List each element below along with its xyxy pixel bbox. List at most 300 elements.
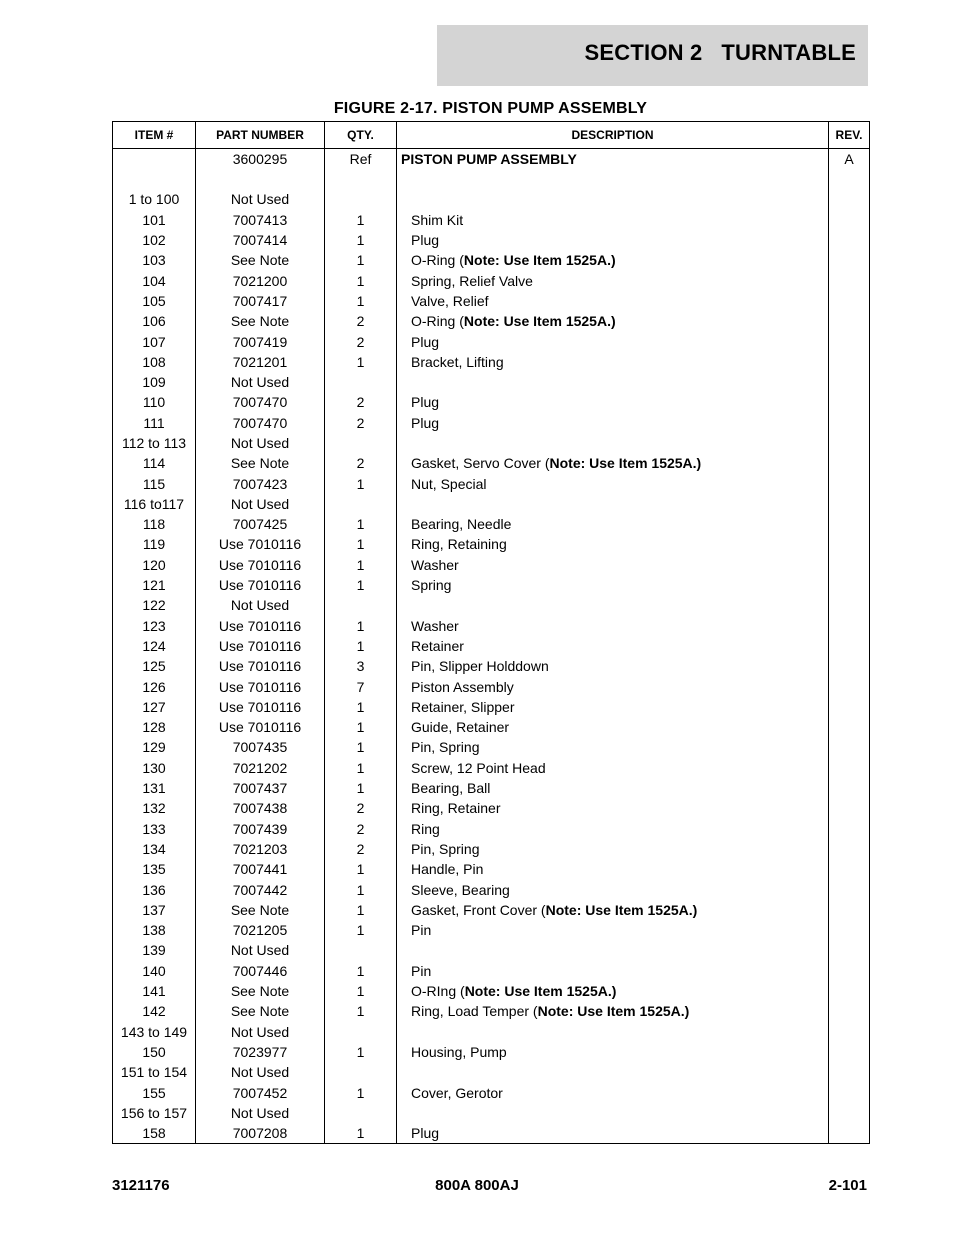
rev-cell [829, 1062, 870, 1082]
table-row [113, 940, 870, 960]
description-text: O-RIng ( [411, 983, 465, 1000]
description-cell [397, 473, 829, 493]
description-text: Ring, Retainer [411, 800, 501, 817]
description-note: Note: Use Item 1525A.) [545, 901, 698, 918]
rev-cell [829, 879, 870, 899]
description-cell [397, 494, 829, 514]
rev-cell [829, 900, 870, 920]
table-row [113, 839, 870, 859]
table-row [113, 595, 870, 615]
part-number-cell: Not Used [196, 1062, 325, 1082]
description-cell [397, 413, 829, 433]
item-cell: 116 to117 [113, 494, 196, 514]
table-row [113, 961, 870, 981]
item-cell: 122 [113, 595, 196, 615]
table-row [113, 737, 870, 757]
qty-cell: 2 [325, 819, 397, 839]
part-number-cell: 7021201 [196, 352, 325, 372]
description-text: Ring [411, 820, 440, 837]
rev-cell [829, 859, 870, 879]
description-text: Pin [411, 962, 432, 979]
description-text: Valve, Relief [411, 292, 489, 309]
description-cell [397, 433, 829, 453]
item-cell: 123 [113, 616, 196, 636]
description-text: Shim Kit [411, 211, 464, 228]
table-row [113, 555, 870, 575]
rev-cell [829, 534, 870, 554]
part-number-cell: Use 7010116 [196, 676, 325, 696]
description-note: Note: Use Item 1525A.) [463, 313, 616, 330]
part-number-cell: Not Used [196, 494, 325, 514]
col-description-header: DESCRIPTION [397, 122, 829, 149]
description-cell [397, 636, 829, 656]
table-row [113, 981, 870, 1001]
item-cell: 125 [113, 656, 196, 676]
rev-cell [829, 575, 870, 595]
rev-cell: A [829, 149, 870, 170]
qty-cell: 2 [325, 453, 397, 473]
item-cell: 111 [113, 413, 196, 433]
table-row [113, 616, 870, 636]
table-header-row [113, 122, 870, 149]
table-row [113, 920, 870, 940]
description-cell [397, 1001, 829, 1021]
part-number-cell: Not Used [196, 433, 325, 453]
item-cell: 106 [113, 311, 196, 331]
rev-cell [829, 189, 870, 209]
description-text: Plug [411, 333, 440, 350]
description-cell [397, 372, 829, 392]
description-cell [397, 961, 829, 981]
table-row [113, 1001, 870, 1021]
table-row [113, 778, 870, 798]
rev-cell [829, 1042, 870, 1062]
description-cell [397, 1123, 829, 1144]
description-text: Ring, Retaining [411, 536, 507, 553]
part-number-cell: 7007208 [196, 1123, 325, 1144]
part-number-cell: 7021203 [196, 839, 325, 859]
part-number-cell: Not Used [196, 1103, 325, 1123]
item-cell: 143 to 149 [113, 1021, 196, 1041]
table-row [113, 900, 870, 920]
description-text: Plug [411, 394, 440, 411]
item-cell: 103 [113, 250, 196, 270]
rev-cell [829, 1103, 870, 1123]
item-cell: 136 [113, 879, 196, 899]
qty-cell [325, 1021, 397, 1041]
description-cell [397, 879, 829, 899]
table-row [113, 210, 870, 230]
description-text: Handle, Pin [411, 861, 484, 878]
part-number-cell: 7007470 [196, 413, 325, 433]
item-cell: 158 [113, 1123, 196, 1144]
part-number-cell: Not Used [196, 189, 325, 209]
description-cell [397, 778, 829, 798]
description-text: Guide, Retainer [411, 719, 510, 736]
item-cell: 110 [113, 392, 196, 412]
description-cell [397, 676, 829, 696]
qty-cell: 2 [325, 331, 397, 351]
rev-cell [829, 291, 870, 311]
qty-cell: 2 [325, 392, 397, 412]
description-cell [397, 859, 829, 879]
rev-cell [829, 839, 870, 859]
rev-cell [829, 656, 870, 676]
description-cell [397, 616, 829, 636]
part-number-cell: Use 7010116 [196, 616, 325, 636]
item-cell: 137 [113, 900, 196, 920]
table-row [113, 1062, 870, 1082]
description-text: O-Ring ( [411, 313, 464, 330]
item-cell: 142 [113, 1001, 196, 1021]
item-cell: 140 [113, 961, 196, 981]
description-cell [397, 392, 829, 412]
part-number-cell: 7007439 [196, 819, 325, 839]
footer-doc-number: 3121176 [112, 1177, 170, 1194]
table-row [113, 534, 870, 554]
footer-page-number: 2-101 [828, 1177, 867, 1194]
rev-cell [829, 1082, 870, 1102]
description-text: Plug [411, 414, 440, 431]
description-text: Pin, Spring [411, 739, 480, 756]
table-row [113, 697, 870, 717]
qty-cell: 1 [325, 555, 397, 575]
description-text: Sleeve, Bearing [411, 881, 510, 898]
item-cell: 129 [113, 737, 196, 757]
part-number-cell: 7007452 [196, 1082, 325, 1102]
description-text: Plug [411, 1125, 440, 1142]
rev-cell [829, 331, 870, 351]
description-cell [397, 839, 829, 859]
description-cell [397, 1082, 829, 1102]
description-note: Note: Use Item 1525A.) [537, 1003, 690, 1020]
item-cell: 150 [113, 1042, 196, 1062]
item-cell: 134 [113, 839, 196, 859]
section-title: SECTION 2 TURNTABLE [584, 40, 856, 65]
col-part-number-header: PART NUMBER [196, 122, 325, 149]
qty-cell: 1 [325, 575, 397, 595]
item-cell: 108 [113, 352, 196, 372]
rev-cell [829, 819, 870, 839]
rev-cell [829, 352, 870, 372]
description-text: Bracket, Lifting [411, 353, 504, 370]
table-row [113, 1123, 870, 1144]
rev-cell [829, 1123, 870, 1144]
item-cell: 101 [113, 210, 196, 230]
rev-cell [829, 473, 870, 493]
part-number-cell: 7007438 [196, 798, 325, 818]
item-cell: 112 to 113 [113, 433, 196, 453]
qty-cell: 1 [325, 717, 397, 737]
qty-cell: 1 [325, 473, 397, 493]
table-row [113, 859, 870, 879]
part-number-cell: 7007446 [196, 961, 325, 981]
footer-model: 800A 800AJ [435, 1177, 519, 1194]
part-number-cell: Use 7010116 [196, 555, 325, 575]
qty-cell: 3 [325, 656, 397, 676]
part-number-cell: 7021202 [196, 758, 325, 778]
qty-cell: 1 [325, 697, 397, 717]
description-cell [397, 453, 829, 473]
part-number-cell: Use 7010116 [196, 656, 325, 676]
description-cell [397, 819, 829, 839]
qty-cell [325, 494, 397, 514]
rev-cell [829, 961, 870, 981]
rev-cell [829, 697, 870, 717]
qty-cell [325, 1103, 397, 1123]
table-row [113, 413, 870, 433]
item-cell: 114 [113, 453, 196, 473]
description-text: Piston Assembly [411, 678, 514, 695]
rev-cell [829, 413, 870, 433]
part-number-cell: 7007425 [196, 514, 325, 534]
description-cell [397, 331, 829, 351]
table-row [113, 798, 870, 818]
part-number-cell: See Note [196, 900, 325, 920]
rev-cell [829, 1001, 870, 1021]
rev-cell [829, 1021, 870, 1041]
table-row [113, 372, 870, 392]
table-row [113, 656, 870, 676]
description-text: Retainer [411, 637, 464, 654]
item-cell: 155 [113, 1082, 196, 1102]
part-number-cell: Not Used [196, 595, 325, 615]
description-cell [397, 900, 829, 920]
qty-cell [325, 372, 397, 392]
qty-cell: 1 [325, 1082, 397, 1102]
description-cell [397, 717, 829, 737]
qty-cell: 1 [325, 1123, 397, 1144]
qty-cell: 7 [325, 676, 397, 696]
table-row [113, 1082, 870, 1102]
qty-cell: 1 [325, 961, 397, 981]
item-cell: 119 [113, 534, 196, 554]
item-cell: 107 [113, 331, 196, 351]
rev-cell [829, 758, 870, 778]
description-cell [397, 737, 829, 757]
rev-cell [829, 210, 870, 230]
rev-cell [829, 453, 870, 473]
part-number-cell: Not Used [196, 372, 325, 392]
item-cell: 131 [113, 778, 196, 798]
col-item-header: ITEM # [113, 122, 196, 149]
rev-cell [829, 737, 870, 757]
qty-cell: 1 [325, 900, 397, 920]
table-row [113, 636, 870, 656]
item-cell: 130 [113, 758, 196, 778]
qty-cell: 1 [325, 981, 397, 1001]
assembly-row [113, 149, 870, 170]
part-number-cell: Not Used [196, 940, 325, 960]
col-qty-header: QTY. [325, 122, 397, 149]
part-number-cell: 7021205 [196, 920, 325, 940]
qty-cell: 1 [325, 778, 397, 798]
item-cell: 121 [113, 575, 196, 595]
part-number-cell: See Note [196, 453, 325, 473]
description-text: Spring, Relief Valve [411, 272, 533, 289]
item-cell: 124 [113, 636, 196, 656]
qty-cell: 1 [325, 920, 397, 940]
qty-cell: 1 [325, 514, 397, 534]
qty-cell: 1 [325, 1001, 397, 1021]
qty-cell: 1 [325, 270, 397, 290]
item-cell: 126 [113, 676, 196, 696]
qty-cell: 1 [325, 534, 397, 554]
description-text: Nut, Special [411, 475, 487, 492]
part-number-cell: 7023977 [196, 1042, 325, 1062]
description-text: Retainer, Slipper [411, 698, 515, 715]
part-number-cell: 7007413 [196, 210, 325, 230]
item-cell: 1 to 100 [113, 189, 196, 209]
table-row [113, 717, 870, 737]
description-cell [397, 697, 829, 717]
description-cell [397, 555, 829, 575]
table-row [113, 291, 870, 311]
description-text: Washer [411, 617, 459, 634]
table-row [113, 758, 870, 778]
rev-cell [829, 778, 870, 798]
description-text: Spring [411, 577, 452, 594]
rev-cell [829, 311, 870, 331]
part-number-cell: Use 7010116 [196, 534, 325, 554]
table-row [113, 514, 870, 534]
description-text: O-Ring ( [411, 252, 464, 269]
rev-cell [829, 270, 870, 290]
item-cell [113, 149, 196, 170]
qty-cell: 1 [325, 291, 397, 311]
part-number-cell: Use 7010116 [196, 636, 325, 656]
description-cell [397, 352, 829, 372]
table-row [113, 1021, 870, 1041]
part-number-cell: Use 7010116 [196, 697, 325, 717]
item-cell: 102 [113, 230, 196, 250]
description-cell [397, 1021, 829, 1041]
qty-cell: 1 [325, 250, 397, 270]
table-row [113, 1042, 870, 1062]
description-cell [397, 798, 829, 818]
description-cell [397, 270, 829, 290]
item-cell: 141 [113, 981, 196, 1001]
part-number-cell: 3600295 [196, 149, 325, 170]
part-number-cell: See Note [196, 250, 325, 270]
rev-cell [829, 433, 870, 453]
description-cell [397, 758, 829, 778]
part-number-cell: 7007435 [196, 737, 325, 757]
qty-cell: 1 [325, 758, 397, 778]
part-number-cell: See Note [196, 981, 325, 1001]
item-cell: 118 [113, 514, 196, 534]
item-cell: 133 [113, 819, 196, 839]
table-row [113, 473, 870, 493]
description-text: Pin [411, 922, 432, 939]
rev-cell [829, 230, 870, 250]
description-text: Pin, Spring [411, 840, 480, 857]
description-text: Washer [411, 556, 459, 573]
description-cell [397, 656, 829, 676]
item-cell: 104 [113, 270, 196, 290]
part-number-cell: 7007423 [196, 473, 325, 493]
table-row [113, 879, 870, 899]
rev-cell [829, 717, 870, 737]
part-number-cell: 7007442 [196, 879, 325, 899]
part-number-cell: Use 7010116 [196, 717, 325, 737]
description-text: Gasket, Servo Cover ( [411, 455, 550, 472]
description-cell [397, 291, 829, 311]
description-note: Note: Use Item 1525A.) [463, 252, 616, 269]
part-number-cell: 7007414 [196, 230, 325, 250]
table-row [113, 819, 870, 839]
parts-table [112, 121, 870, 1144]
item-cell: 127 [113, 697, 196, 717]
item-cell: 139 [113, 940, 196, 960]
description-text: Plug [411, 232, 440, 249]
description-cell [397, 1062, 829, 1082]
description-note: Note: Use Item 1525A.) [549, 455, 702, 472]
table-row [113, 392, 870, 412]
table-row [113, 331, 870, 351]
description-text: Cover, Gerotor [411, 1084, 503, 1101]
description-cell [397, 981, 829, 1001]
qty-cell [325, 595, 397, 615]
part-number-cell: 7007441 [196, 859, 325, 879]
rev-cell [829, 555, 870, 575]
qty-cell: 1 [325, 859, 397, 879]
description-cell [397, 534, 829, 554]
table-row [113, 189, 870, 209]
rev-cell [829, 595, 870, 615]
table-row [113, 433, 870, 453]
item-cell: 135 [113, 859, 196, 879]
item-cell: 105 [113, 291, 196, 311]
part-number-cell: 7007417 [196, 291, 325, 311]
item-cell: 128 [113, 717, 196, 737]
part-number-cell: See Note [196, 311, 325, 331]
table-row [113, 575, 870, 595]
qty-cell: 2 [325, 413, 397, 433]
qty-cell: 1 [325, 616, 397, 636]
part-number-cell: 7007419 [196, 331, 325, 351]
qty-cell [325, 1062, 397, 1082]
spacer-row [113, 169, 870, 189]
qty-cell: 2 [325, 311, 397, 331]
item-cell: 151 to 154 [113, 1062, 196, 1082]
rev-cell [829, 250, 870, 270]
description-cell [397, 210, 829, 230]
rev-cell [829, 372, 870, 392]
rev-cell [829, 920, 870, 940]
item-cell: 138 [113, 920, 196, 940]
description-text: Bearing, Ball [411, 780, 491, 797]
description-cell [397, 920, 829, 940]
description-note: Note: Use Item 1525A.) [464, 983, 617, 1000]
description-cell [397, 575, 829, 595]
part-number-cell: 7007470 [196, 392, 325, 412]
item-cell: 120 [113, 555, 196, 575]
qty-cell: Ref [325, 149, 397, 170]
table-row [113, 676, 870, 696]
section-header [437, 25, 868, 86]
part-number-cell: 7021200 [196, 270, 325, 290]
qty-cell: 1 [325, 1042, 397, 1062]
description-cell [397, 230, 829, 250]
table-row [113, 230, 870, 250]
description-cell: PISTON PUMP ASSEMBLY [397, 149, 829, 170]
part-number-cell: Use 7010116 [196, 575, 325, 595]
description-text: Bearing, Needle [411, 516, 512, 533]
item-cell: 156 to 157 [113, 1103, 196, 1123]
table-row [113, 311, 870, 331]
rev-cell [829, 940, 870, 960]
